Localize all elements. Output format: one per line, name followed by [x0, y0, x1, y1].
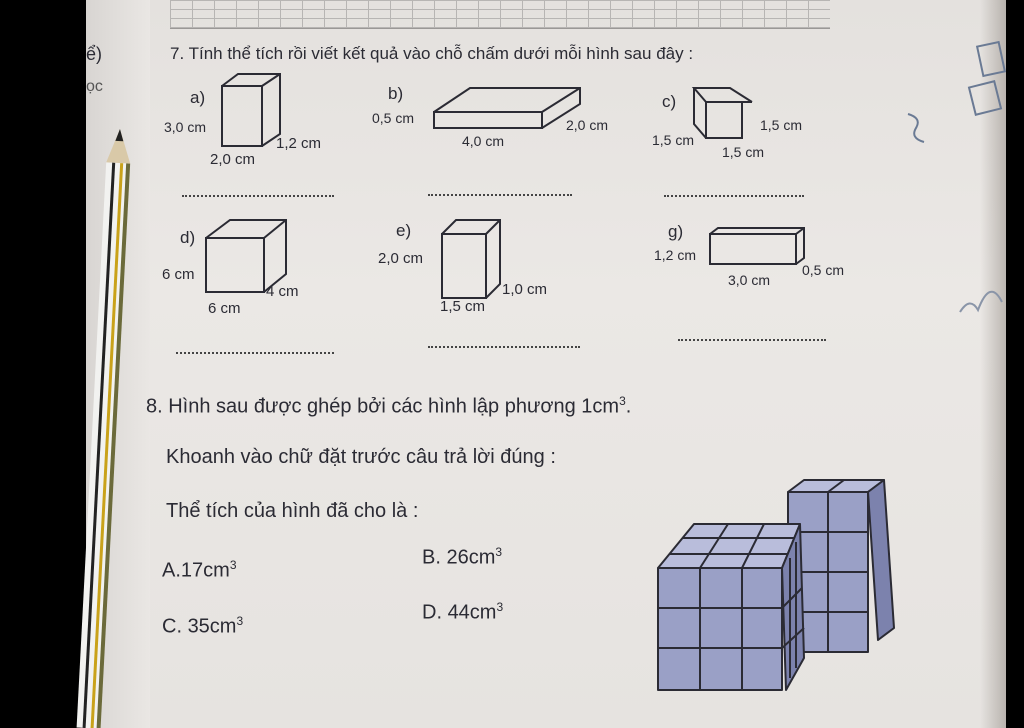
q7g-width: 3,0 cm: [728, 272, 771, 288]
q7d-depth: 4 cm: [266, 283, 299, 300]
q7a-depth: 1,2 cm: [276, 135, 322, 152]
q7a-width: 2,0 cm: [210, 151, 256, 168]
margin-text-1: ể): [86, 44, 103, 64]
margin-scribble-icon: [956, 272, 1006, 352]
q8-option-c-letter: C.: [162, 615, 182, 638]
q7c-cube-figure: [690, 84, 760, 144]
q8-question: Thể tích của hình đã cho là :: [166, 500, 419, 522]
q8-option-c-sup: 3: [236, 614, 244, 628]
q8-option-d[interactable]: [422, 600, 503, 625]
q7a-answer-line[interactable]: [182, 195, 334, 197]
q7e-box-figure: [438, 216, 508, 302]
right-black-border: [1006, 0, 1024, 728]
q7b-width: 4,0 cm: [462, 133, 505, 149]
q8-instruction: Khoanh vào chữ đặt trước câu trả lời đúng :: [166, 446, 556, 468]
q8-option-b-sup: 3: [495, 545, 503, 559]
left-black-border: [0, 0, 86, 728]
q7d-label: d): [180, 228, 196, 247]
q7e-height: 2,0 cm: [378, 250, 424, 267]
q7b-height: 0,5 cm: [372, 110, 415, 126]
q7e-answer-line[interactable]: [428, 346, 580, 348]
q7g-box-figure: [706, 224, 810, 268]
margin-bracket-icon: [900, 108, 930, 148]
q7c-answer-line[interactable]: [664, 195, 804, 197]
q7g-answer-line[interactable]: [678, 339, 826, 341]
q7c-width: 1,5 cm: [722, 144, 765, 160]
q7b-depth: 2,0 cm: [566, 117, 609, 133]
q7d-width: 6 cm: [208, 300, 241, 317]
q7a-height: 3,0 cm: [164, 119, 207, 135]
q8-option-a-letter: A.: [162, 559, 181, 582]
q8-option-a-value: 17cm: [180, 559, 230, 582]
grid-paper-strip: [170, 0, 830, 29]
q8-option-d-sup: 3: [496, 600, 504, 614]
q7a-label: a): [190, 88, 206, 107]
q8-option-c-value: 35cm: [187, 615, 237, 638]
q8-title-sup: 3: [619, 394, 626, 408]
q7g-depth: 0,5 cm: [802, 262, 845, 278]
q8-option-c[interactable]: [162, 614, 243, 639]
q7d-height: 6 cm: [162, 266, 195, 283]
q8-option-b-letter: B.: [422, 546, 441, 569]
q8-title-end: .: [625, 395, 632, 418]
q7e-width: 1,5 cm: [440, 298, 486, 315]
q7g-label: g): [668, 222, 684, 241]
q7d-answer-line[interactable]: [176, 352, 334, 354]
q7e-label: e): [396, 221, 412, 240]
q7e-depth: 1,0 cm: [502, 281, 548, 298]
q7c-depth: 1,5 cm: [760, 117, 803, 133]
q7b-answer-line[interactable]: [428, 194, 572, 196]
q7-title: 7. Tính thể tích rồi viết kết quả vào chỗ chấm dưới mỗi hình sau đây :: [170, 44, 694, 63]
q7c-height: 1,5 cm: [652, 132, 695, 148]
q8-option-a-sup: 3: [229, 558, 237, 572]
q8-option-b[interactable]: [422, 545, 502, 570]
q8-title-text: 8. Hình sau được ghép bởi các hình lập phương 1cm: [146, 395, 620, 418]
q7b-label: b): [388, 84, 404, 103]
margin-text-2: ọc: [86, 78, 103, 95]
cube-stack-figure: [654, 478, 894, 694]
q8-title: [146, 394, 631, 419]
q7c-label: c): [662, 92, 677, 111]
margin-drawing-icon: [960, 40, 1004, 130]
q8-option-d-letter: D.: [422, 601, 442, 624]
q8-option-d-value: 44cm: [447, 601, 497, 624]
q8-option-a[interactable]: [162, 558, 237, 583]
q8-option-b-value: 26cm: [446, 546, 496, 569]
q7g-height: 1,2 cm: [654, 247, 697, 263]
